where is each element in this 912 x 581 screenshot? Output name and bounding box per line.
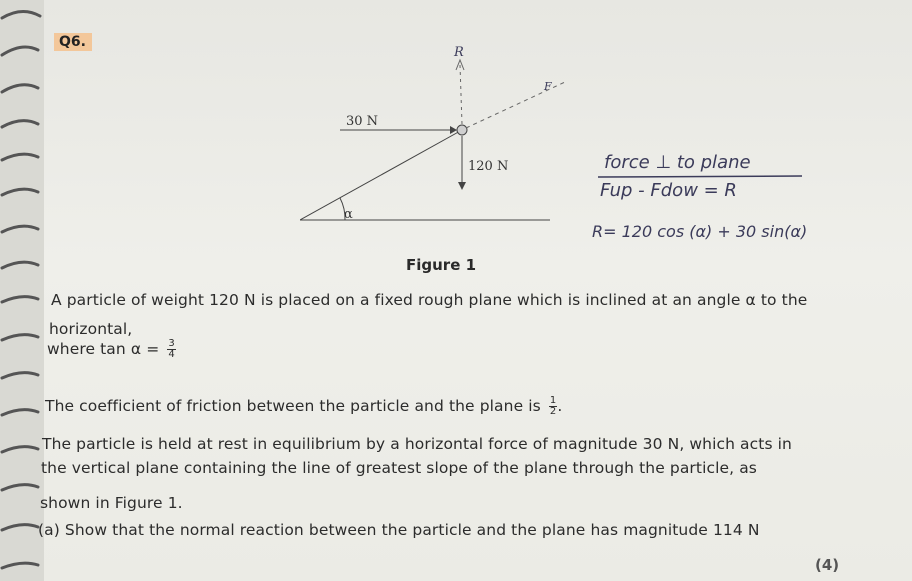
figure-caption: Figure 1 — [406, 256, 477, 274]
paragraph-3-line-2: the vertical plane containing the line of greatest slope of the plane through the particle, as — [41, 459, 757, 477]
spiral-binding — [0, 0, 44, 581]
reaction-arrow — [460, 65, 462, 124]
particle — [457, 125, 467, 135]
part-a-text: (a) Show that the normal reaction between the particle and the plane has magnitude 114 N — [38, 521, 760, 539]
question-text-line-3 — [47, 339, 176, 360]
inclined-plane-diagram — [300, 30, 600, 230]
handwriting-line-2: Fup - Fdow = R — [600, 180, 737, 201]
question-text-line-1: A particle of weight 120 N is placed on a fixed rough plane which is inclined at an angle α to the — [51, 291, 808, 309]
marks-label: (4) — [815, 556, 840, 574]
friction-numerator: 1 — [549, 395, 557, 406]
question-number: Q6. — [54, 33, 92, 51]
paragraph-3-line-1: The particle is held at rest in equilibrium by a horizontal force of magnitude 30 N, which acts in — [42, 435, 792, 453]
tan-denominator: 4 — [168, 349, 175, 360]
tan-fraction — [167, 339, 175, 360]
friction-label: F — [544, 80, 552, 93]
reaction-label: R — [454, 45, 464, 60]
question-text-line-2: horizontal, — [49, 320, 133, 338]
tan-numerator: 3 — [168, 338, 175, 349]
friction-prefix: The coefficient of friction between the particle and the plane is — [45, 397, 541, 415]
friction-denominator: 2 — [549, 406, 557, 417]
alpha-label: α — [344, 207, 353, 222]
handwriting-line-1: force ⊥ to plane — [604, 152, 751, 173]
handwriting-underline — [598, 175, 802, 179]
weight-label: 120 N — [468, 159, 509, 174]
incline-line — [300, 130, 462, 220]
handwriting-line-3: R= 120 cos (α) + 30 sin(α) — [592, 222, 808, 241]
paragraph-3-line-3: shown in Figure 1. — [40, 494, 183, 512]
tan-prefix: where tan α = — [47, 340, 160, 358]
friction-suffix: . — [557, 397, 563, 415]
force-30n-label: 30 N — [346, 114, 379, 129]
friction-text — [45, 396, 562, 417]
